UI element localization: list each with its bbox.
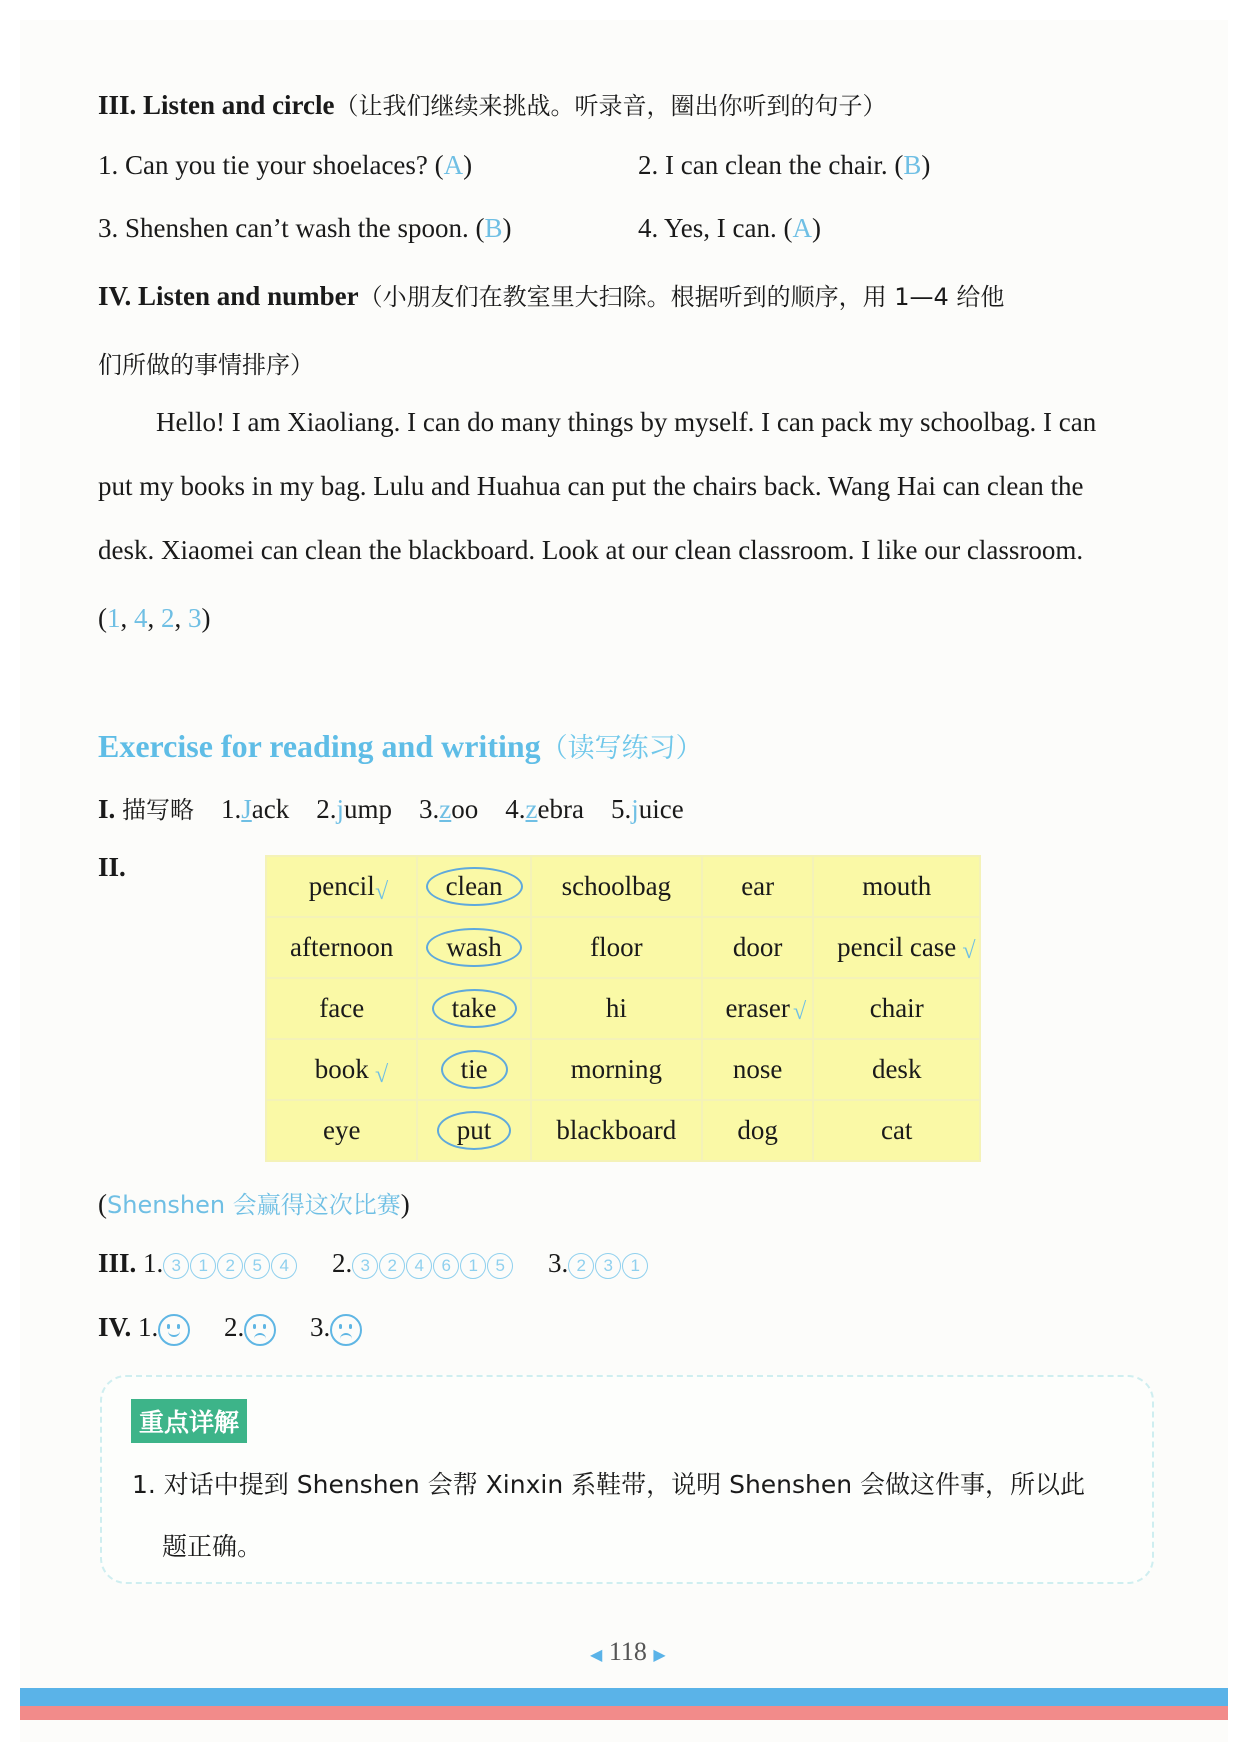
- grid-cell: [531, 917, 702, 978]
- seq-num: 1.: [143, 1248, 164, 1278]
- table-row: [266, 978, 980, 1039]
- smile-icon: [158, 1314, 190, 1346]
- sad-icon: [244, 1314, 276, 1346]
- section-label: IV.: [98, 1312, 132, 1342]
- reading-heading: [98, 726, 703, 765]
- circle-item-text: 1. Can you tie your shoelaces? (: [98, 150, 444, 180]
- grid-cell-circled: [417, 917, 530, 978]
- grid-cell: [266, 1100, 417, 1161]
- grid-word: blackboard: [556, 1115, 677, 1145]
- grid-cell: [266, 1039, 417, 1100]
- circle-item-close: ): [812, 213, 821, 243]
- reading-heading-zh: （读写练习）: [540, 733, 703, 764]
- word-rest: ack: [251, 794, 290, 824]
- circled-number: 1: [190, 1253, 216, 1279]
- number-answer: 1: [107, 603, 121, 633]
- table-row: [266, 917, 980, 978]
- story-line-2: put my books in my bag. Lulu and Huahua can put the chairs back. Wang Hai can clean the: [98, 471, 1084, 501]
- circle-item-text: 4. Yes, I can. (: [638, 213, 793, 243]
- table-row: [266, 856, 980, 917]
- key-explanation-title: 重点详解: [131, 1399, 247, 1443]
- circle-item-answer: A: [792, 213, 812, 243]
- circle-item-close: ): [502, 213, 512, 243]
- section-label: III.: [98, 1248, 137, 1278]
- grid-cell-circled: [417, 978, 530, 1039]
- reading-section-4: [98, 1312, 362, 1346]
- page-number: [590, 1637, 666, 1667]
- tick-icon: √: [375, 879, 389, 905]
- tick-icon: √: [792, 999, 807, 1025]
- grid-word: pencil case: [837, 932, 957, 962]
- seq-num: 2.: [332, 1248, 353, 1278]
- key-explanation-line-2: 题正确。: [162, 1532, 263, 1561]
- grid-conclusion: (Shenshen 会赢得这次比赛): [98, 1189, 410, 1219]
- reading-section-1: [98, 790, 684, 825]
- grid-word: tie: [441, 1050, 508, 1089]
- word-blank: j: [631, 794, 639, 824]
- circled-number: 4: [406, 1253, 432, 1279]
- circled-number: 2: [217, 1253, 243, 1279]
- word-rest: oo: [451, 794, 479, 824]
- circle-item-answer: B: [484, 213, 503, 243]
- section-3-heading: [98, 86, 887, 121]
- word-blank: j: [336, 794, 345, 824]
- section-4-heading: [98, 277, 1004, 312]
- arrow-right-icon: ▶: [653, 1647, 666, 1664]
- grid-cell: [531, 1039, 702, 1100]
- section-4-title-zh-cont: 们所做的事情排序）: [98, 351, 314, 379]
- circle-item-1: [98, 150, 472, 181]
- face-num: 1.: [138, 1312, 159, 1342]
- section-label: I.: [98, 794, 116, 824]
- grid-cell: [702, 1100, 813, 1161]
- grid-word: cat: [880, 1115, 913, 1145]
- grid-word: morning: [570, 1054, 663, 1084]
- number-answer: 2: [161, 603, 175, 633]
- grid-cell: [266, 978, 417, 1039]
- circled-number: 2: [379, 1253, 405, 1279]
- grid-word: face: [319, 993, 365, 1023]
- circle-item-2: [638, 150, 930, 181]
- face-num: 2.: [224, 1312, 245, 1342]
- section-4-title-zh: （小朋友们在教室里大扫除。根据听到的顺序，用 1—4 给他: [358, 283, 1005, 311]
- circle-item-answer: A: [443, 150, 464, 180]
- grid-word: eraser: [725, 993, 790, 1023]
- circled-number: 5: [487, 1253, 513, 1279]
- circle-item-answer: B: [903, 150, 922, 180]
- word-blank: J: [241, 794, 252, 824]
- grid-cell: [702, 856, 813, 917]
- section-label-zh: 描写略: [122, 796, 195, 824]
- section-3-title-zh: （让我们继续来挑战。听录音，圈出你听到的句子）: [334, 92, 887, 120]
- table-row: [266, 1039, 980, 1100]
- sad-icon: [330, 1314, 362, 1346]
- reading-section-3: [98, 1248, 649, 1279]
- grid-word: afternoon: [289, 932, 394, 962]
- grid-word: floor: [590, 932, 643, 962]
- circled-number: 3: [595, 1253, 621, 1279]
- grid-word: nose: [732, 1054, 783, 1084]
- face-num: 3.: [310, 1312, 331, 1342]
- grid-conclusion-text: Shenshen 会赢得这次比赛: [107, 1191, 401, 1219]
- grid-cell: [813, 1100, 980, 1161]
- page-number-text: 118: [608, 1637, 647, 1666]
- grid-word: pencil: [308, 871, 375, 901]
- section-4-title: IV. Listen and number: [98, 281, 359, 311]
- grid-cell-circled: [417, 1100, 530, 1161]
- number-answer: 4: [134, 603, 148, 633]
- story-line-3: desk. Xiaomei can clean the blackboard. Look at our clean classroom. I like our classroom.: [98, 535, 1084, 565]
- word-num: 1.: [221, 794, 242, 824]
- circled-number: 3: [163, 1253, 189, 1279]
- word-num: 4.: [505, 794, 526, 824]
- table-row: [266, 1100, 980, 1161]
- word-blank: z: [439, 794, 452, 824]
- key-explanation-line-1: 1. 对话中提到 Shenshen 会帮 Xinxin 系鞋带，说明 Shenshen 会做这件事，所以此: [132, 1470, 1086, 1499]
- grid-word: book: [314, 1054, 369, 1084]
- word-num: 2.: [316, 794, 337, 824]
- story-line-1: Hello! I am Xiaoliang. I can do many things by myself. I can pack my schoolbag. I can: [156, 407, 1097, 437]
- grid-cell: [702, 1039, 813, 1100]
- word-num: 5.: [610, 794, 632, 824]
- grid-cell-circled: [417, 856, 530, 917]
- word-rest: ebra: [537, 794, 584, 824]
- grid-word: door: [732, 932, 783, 962]
- grid-cell: [266, 856, 417, 917]
- section-3-title: III. Listen and circle: [98, 90, 335, 120]
- grid-cell: [531, 1100, 702, 1161]
- grid-cell: [702, 978, 813, 1039]
- footer-bar-red: [20, 1706, 1228, 1720]
- grid-cell: [702, 917, 813, 978]
- word-blank: z: [525, 794, 538, 824]
- word-rest: ump: [344, 794, 393, 824]
- word-rest: uice: [638, 794, 684, 824]
- footer-bar-blue: [20, 1688, 1228, 1706]
- grid-cell: [531, 978, 702, 1039]
- grid-cell: [531, 856, 702, 917]
- circle-item-close: ): [921, 150, 931, 180]
- circled-number: 6: [433, 1253, 459, 1279]
- grid-word: dog: [737, 1115, 778, 1145]
- circled-number: 4: [271, 1253, 297, 1279]
- word-grid: [265, 855, 981, 1162]
- circled-number: 2: [568, 1253, 594, 1279]
- tick-icon: √: [375, 1062, 389, 1088]
- grid-cell: [813, 856, 980, 917]
- grid-word: put: [437, 1111, 512, 1150]
- reading-section-2-label: II.: [98, 852, 126, 882]
- number-answer: 3: [188, 603, 202, 633]
- circle-item-text: 2. I can clean the chair. (: [638, 150, 904, 180]
- grid-word: schoolbag: [561, 871, 672, 901]
- grid-word: ear: [741, 871, 775, 901]
- key-explanation-box: [100, 1375, 1154, 1584]
- grid-word: mouth: [862, 871, 932, 901]
- number-answers: (1, 4, 2, 3): [98, 603, 211, 633]
- circle-item-4: [638, 213, 821, 244]
- circle-item-3: [98, 213, 511, 244]
- grid-word: wash: [426, 928, 522, 967]
- grid-cell: [266, 917, 417, 978]
- circle-item-close: ): [463, 150, 473, 180]
- seq-num: 3.: [548, 1248, 569, 1278]
- circled-number: 5: [244, 1253, 270, 1279]
- grid-word: eye: [322, 1115, 361, 1145]
- grid-cell: [813, 917, 980, 978]
- tick-icon: √: [962, 938, 976, 964]
- grid-cell: [813, 1039, 980, 1100]
- grid-word: clean: [426, 867, 523, 906]
- grid-word: chair: [869, 993, 924, 1023]
- circled-number: 1: [622, 1253, 648, 1279]
- circled-number: 1: [460, 1253, 486, 1279]
- grid-word: take: [432, 989, 517, 1028]
- grid-cell: [813, 978, 980, 1039]
- grid-word: desk: [871, 1054, 922, 1084]
- grid-cell-circled: [417, 1039, 530, 1100]
- reading-heading-text: Exercise for reading and writing: [98, 728, 541, 764]
- circle-item-text: 3. Shenshen can’t wash the spoon. (: [98, 213, 485, 243]
- circled-number: 3: [352, 1253, 378, 1279]
- word-num: 3.: [419, 794, 440, 824]
- grid-word: hi: [605, 993, 627, 1023]
- arrow-left-icon: ◀: [590, 1647, 603, 1664]
